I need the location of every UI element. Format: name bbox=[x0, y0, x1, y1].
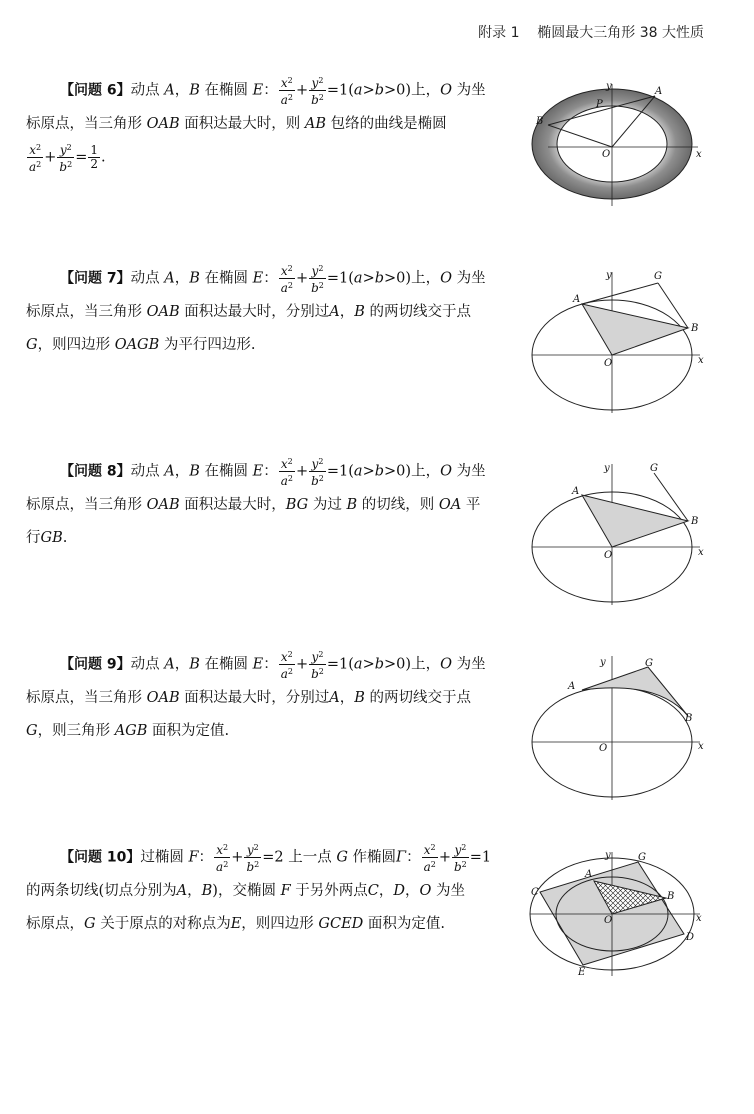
running-header: 附录 1 椭圆最大三角形 38 大性质 bbox=[478, 25, 704, 41]
fraction: $\frac{y^2}{b^2}$ bbox=[453, 843, 467, 874]
problem-tag: 【问题 6】 bbox=[60, 82, 131, 99]
fraction: $\frac{1}{2}$ bbox=[90, 142, 98, 171]
figure-problem-7 bbox=[530, 268, 710, 413]
problem-7: 【问题 7】动点 A，B 在椭圆 E： $\frac{x^2}{a^2}$ + $\frac{y^2}{b^2}$ =1(a>b>0)上，O 为坐 标原点，当三角形 OAB 面积达最大时，分别过A，B 的两切线交于点 G，则四边形 OAGB 为平行四边形. bbox=[26, 264, 486, 353]
label-G: G bbox=[650, 463, 658, 474]
fraction: $\frac{x^2}{a^2}$ bbox=[280, 264, 293, 295]
problem-8: 【问题 8】动点 A，B 在椭圆 E： $\frac{x^2}{a^2}$ + $\frac{y^2}{b^2}$ =1(a>b>0)上，O 为坐 标原点，当三角形 OAB 面积达最大时，BG 为过 B 的切线，则 OA 平 行GB. bbox=[26, 457, 486, 546]
label-G: G bbox=[654, 271, 662, 282]
fraction: $\frac{x^2}{a^2}$ bbox=[29, 142, 42, 174]
label-A: A bbox=[585, 869, 593, 880]
figure-problem-9 bbox=[530, 652, 710, 800]
tangent-A bbox=[582, 283, 658, 304]
problem-tag: 【问题 7】 bbox=[60, 270, 131, 287]
label-E: E bbox=[578, 967, 586, 978]
label-O: O bbox=[599, 743, 608, 754]
fraction: $\frac{y^2}{b^2}$ bbox=[311, 457, 324, 488]
figure-problem-6 bbox=[530, 78, 710, 208]
label-D: D bbox=[686, 932, 695, 943]
problem-tag: 【问题 9】 bbox=[60, 656, 131, 673]
label-O: O bbox=[604, 550, 613, 561]
fraction: $\frac{y^2}{b^2}$ bbox=[311, 264, 324, 295]
problem-10: 【问题 10】过椭圆 F： $\frac{x^2}{a^2}$ + $\frac{y^2}{b^2}$ =2 上一点 G 作椭圆Γ： $\frac{x^2}{a^2}$ + $\frac{y^2}{b^2}$ =1 的两条切线(切点分别为A，B)，交椭圆 F 于另外两点C，D，O 为坐 标原点，G 关于原点的对称点为E，则四边形 GCED 面积为定值. bbox=[26, 843, 492, 932]
fraction: $\frac{x^2}{a^2}$ bbox=[280, 457, 293, 488]
triangle-OAB bbox=[582, 304, 688, 355]
label-G: G bbox=[638, 852, 646, 863]
label-B: B bbox=[691, 323, 699, 334]
label-B: B bbox=[691, 516, 699, 527]
label-x: x bbox=[698, 741, 704, 752]
problem-6: 【问题 6】动点 A，B 在椭圆 E： $\frac{x^2}{a^2}$ + $\frac{y^2}{b^2}$ =1(a>b>0)上，O 为坐 标原点，当三角形 OAB 面积达最大时，则 AB 包络的曲线是椭圆 $\frac{x^2}{a^2}$ + $\frac{y^2}{b^2}$ = $\frac{1}{2}$ . bbox=[26, 76, 486, 174]
fraction: $\frac{x^2}{a^2}$ bbox=[423, 843, 436, 874]
figure-problem-8 bbox=[530, 460, 710, 605]
label-C: C bbox=[531, 887, 539, 898]
fraction: $\frac{y^2}{b^2}$ bbox=[311, 76, 324, 107]
label-O: O bbox=[604, 358, 613, 369]
label-A: A bbox=[568, 681, 576, 692]
label-x: x bbox=[696, 149, 702, 160]
label-B: B bbox=[536, 116, 544, 127]
label-y: y bbox=[605, 850, 611, 861]
fraction: $\frac{y^2}{b^2}$ bbox=[311, 650, 324, 681]
fraction: $\frac{x^2}{a^2}$ bbox=[216, 843, 229, 874]
label-A: A bbox=[572, 486, 580, 497]
fraction: $\frac{y^2}{b^2}$ bbox=[246, 843, 260, 874]
triangle-OAB bbox=[582, 495, 688, 547]
fraction: $\frac{x^2}{a^2}$ bbox=[280, 650, 293, 681]
fraction: $\frac{y^2}{b^2}$ bbox=[59, 142, 73, 174]
fraction: $\frac{x^2}{a^2}$ bbox=[280, 76, 293, 107]
label-y: y bbox=[600, 657, 606, 668]
tangent-B bbox=[658, 283, 688, 328]
label-P: P bbox=[596, 99, 603, 110]
label-O: O bbox=[602, 149, 611, 160]
label-x: x bbox=[698, 355, 704, 366]
label-y: y bbox=[604, 463, 610, 474]
label-x: x bbox=[696, 913, 702, 924]
figure-problem-10 bbox=[528, 848, 713, 978]
label-x: x bbox=[698, 547, 704, 558]
label-G: G bbox=[645, 658, 653, 669]
problem-9: 【问题 9】动点 A，B 在椭圆 E： $\frac{x^2}{a^2}$ + $\frac{y^2}{b^2}$ =1(a>b>0)上，O 为坐 标原点，当三角形 OAB 面积达最大时，分别过A，B 的两切线交于点 G，则三角形 AGB 面积为定值. bbox=[26, 650, 486, 739]
problem-tag: 【问题 10】 bbox=[60, 849, 141, 866]
label-B: B bbox=[667, 891, 675, 902]
label-A: A bbox=[573, 294, 581, 305]
label-O: O bbox=[604, 915, 613, 926]
triangle-AGB bbox=[582, 667, 688, 716]
label-y: y bbox=[606, 81, 612, 92]
label-A: A bbox=[655, 86, 663, 97]
label-y: y bbox=[606, 270, 612, 281]
label-B: B bbox=[685, 713, 693, 724]
problem-tag: 【问题 8】 bbox=[60, 463, 131, 480]
